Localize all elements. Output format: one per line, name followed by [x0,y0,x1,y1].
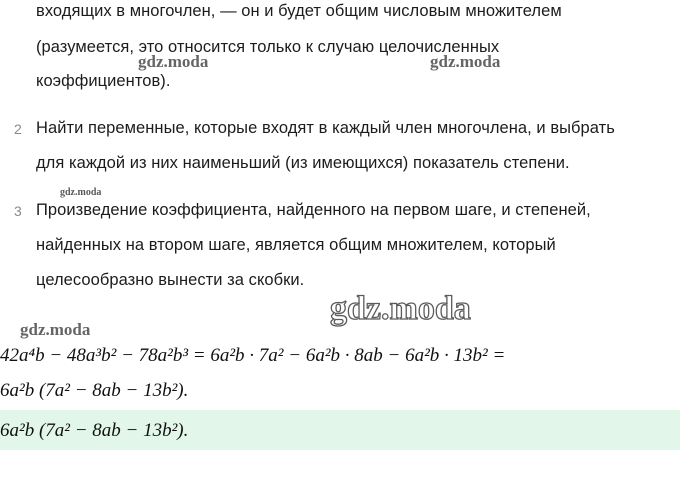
watermark: gdz.moda [20,320,91,339]
math-line-1 [0,345,505,367]
step-3-number: 3 [14,203,22,219]
text-line-2: (разумеется, это относится только к случаю целочисленных [36,38,500,56]
math-line-1-text: 42a⁴b − 48a³b² − 78a²b³ = 6a²b · 7a² − 6a²b · 8ab − 6a²b · 13b² = [0,345,506,366]
watermark: gdz.moda [138,52,209,71]
math-answer [0,420,188,442]
step-2-line-2: для каждой из них наименьший (из имеющихся) показатель степени. [36,154,570,172]
math-line-2 [0,380,188,402]
step-2-line-1: Найти переменные, которые входят в каждый член многочлена, и выбрать [36,119,615,137]
step-3-line-1: Произведение коэффициента, найденного на первом шаге, и степеней, [36,201,591,219]
step-3-line-3: целесообразно вынести за скобки. [36,271,305,289]
math-line-2-text: 6a²b (7a² − 8ab − 13b²). [0,380,189,401]
math-answer-text: 6a²b (7a² − 8ab − 13b²). [0,420,189,441]
watermark-large: gdz.moda [330,290,471,327]
watermark: gdz.moda [430,52,501,71]
watermark: gdz.moda [60,187,102,198]
step-3-line-2: найденных на втором шаге, является общим множителем, который [36,236,556,254]
step-2-number: 2 [14,121,22,137]
text-line-3: коэффициентов). [36,72,171,90]
text-line-1: входящих в многочлен, — он и будет общим числовым множителем [36,2,562,20]
